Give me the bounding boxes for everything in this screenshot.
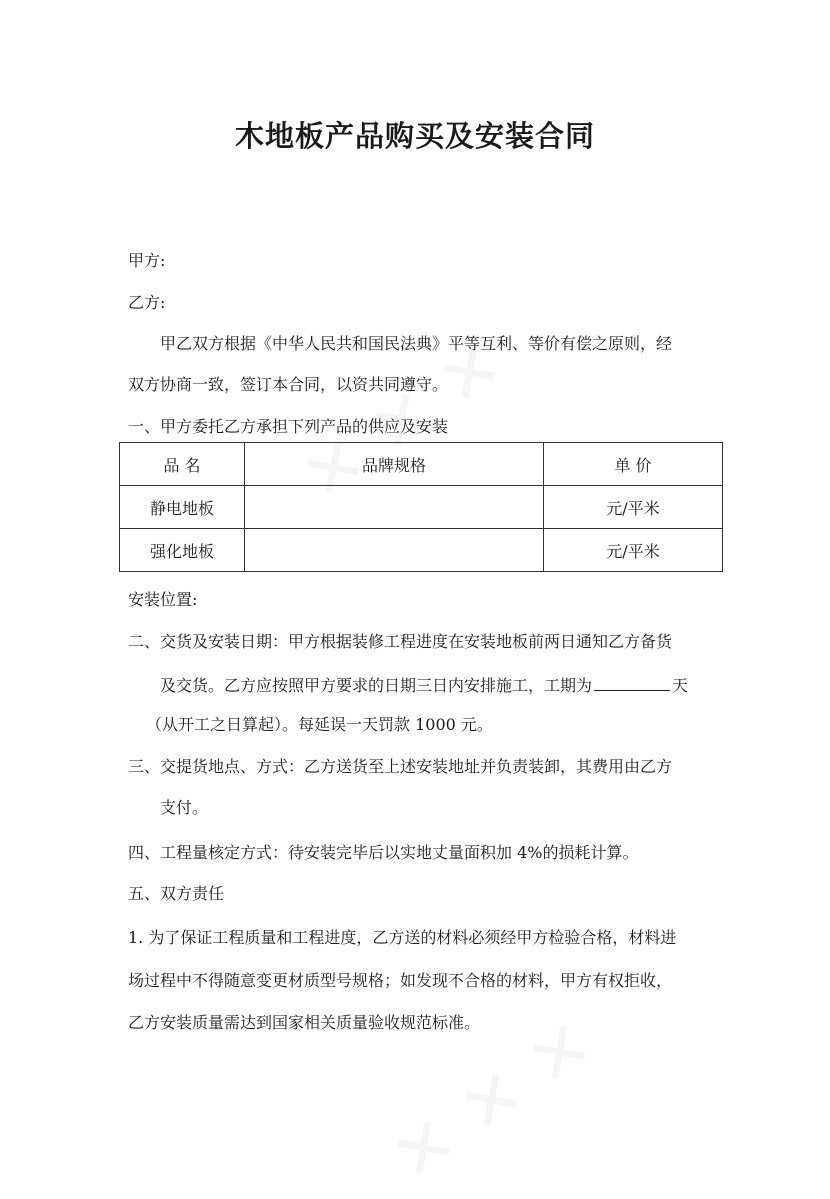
clause-1-line-3: 乙方安装质量需达到国家相关质量验收规范标准。 xyxy=(128,1013,481,1032)
cell-unit-price: 元/平米 xyxy=(544,529,723,572)
party-b-label: 乙方: xyxy=(128,293,166,312)
section-5-heading: 五、双方责任 xyxy=(128,884,225,903)
document-title: 木地板产品购买及安装合同 xyxy=(234,119,595,153)
preamble-line-1: 甲乙双方根据《中华人民共和国民法典》平等互利、等价有偿之原则，经 xyxy=(160,334,673,353)
clause-1-line-2: 场过程中不得随意变更材质型号规格；如发现不合格的材料，甲方有权拒收， xyxy=(128,971,673,990)
party-a-label: 甲方: xyxy=(128,251,166,270)
section-2-line-2-unit: 天 xyxy=(672,676,689,695)
header-unit-price: 单 价 xyxy=(544,443,723,486)
cell-product-name: 强化地板 xyxy=(120,529,245,572)
section-2-line-2-text: 及交货。乙方应按照甲方要求的日期三日内安排施工，工期为 xyxy=(160,676,593,695)
cell-brand-spec xyxy=(245,529,544,572)
table-row xyxy=(120,486,723,529)
product-table xyxy=(119,442,723,572)
preamble-line-2: 双方协商一致，签订本合同，以资共同遵守。 xyxy=(128,375,449,394)
section-2-line-3: （从开工之日算起）。每延误一天罚款 1000 元。 xyxy=(146,715,493,734)
section-1-heading: 一、甲方委托乙方承担下列产品的供应及安装 xyxy=(128,417,449,436)
section-4: 四、工程量核定方式：待安装完毕后以实地丈量面积加 4%的损耗计算。 xyxy=(128,843,639,862)
section-2-line-2 xyxy=(160,674,688,697)
section-3-line-1: 三、交提货地点、方式：乙方送货至上述安装地址并负责装卸，其费用由乙方 xyxy=(128,757,673,776)
header-brand-spec: 品牌规格 xyxy=(245,443,544,486)
cell-brand-spec xyxy=(245,486,544,529)
cell-product-name: 静电地板 xyxy=(120,486,245,529)
table-header-row xyxy=(120,443,723,486)
clause-1-line-1: 1. 为了保证工程质量和工程进度，乙方送的材料必须经甲方检验合格，材料进 xyxy=(128,928,677,947)
install-location-label: 安装位置: xyxy=(128,590,198,609)
section-2-line-1: 二、交货及安装日期：甲方根据装修工程进度在安装地板前两日通知乙方备货 xyxy=(128,632,673,651)
table-row xyxy=(120,529,723,572)
section-3-line-2: 支付。 xyxy=(160,798,209,817)
header-product-name: 品 名 xyxy=(120,443,245,486)
cell-unit-price: 元/平米 xyxy=(544,486,723,529)
duration-blank xyxy=(594,674,670,691)
